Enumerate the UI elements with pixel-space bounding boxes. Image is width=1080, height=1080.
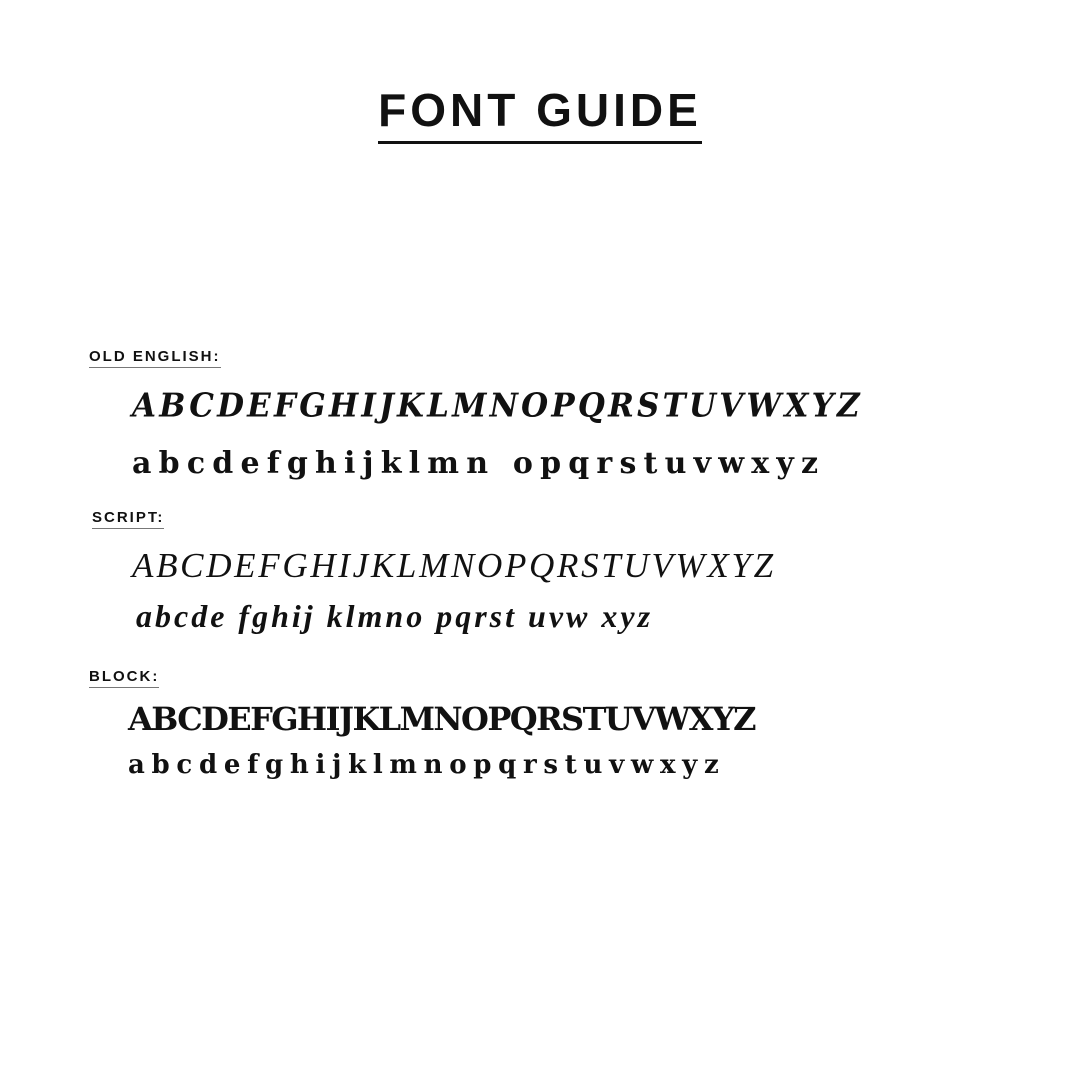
block-label: BLOCK: xyxy=(89,668,159,688)
script-label: SCRIPT: xyxy=(92,509,164,529)
page-title-text: FONT GUIDE xyxy=(378,82,702,144)
block-lowercase-alphabet: abcdefghijklmnopqrstuvwxyz xyxy=(128,750,726,780)
block-uppercase-alphabet: ABCDEFGHIJKLMNOPQRSTUVWXYZ xyxy=(128,700,755,738)
script-lowercase-alphabet: abcde fghij klmno pqrst uvw xyz xyxy=(136,598,654,634)
old-english-lowercase-alphabet: abcdefghijklmn opqrstuvwxyz xyxy=(132,446,826,481)
script-uppercase-alphabet: ABCDEFGHIJKLMNOPQRSTUVWXYZ xyxy=(132,546,776,585)
old-english-label: OLD ENGLISH: xyxy=(89,348,221,368)
old-english-uppercase-alphabet: ABCDEFGHIJKLMNOPQRSTUVWXYZ xyxy=(132,387,863,425)
page-title xyxy=(0,82,1080,144)
